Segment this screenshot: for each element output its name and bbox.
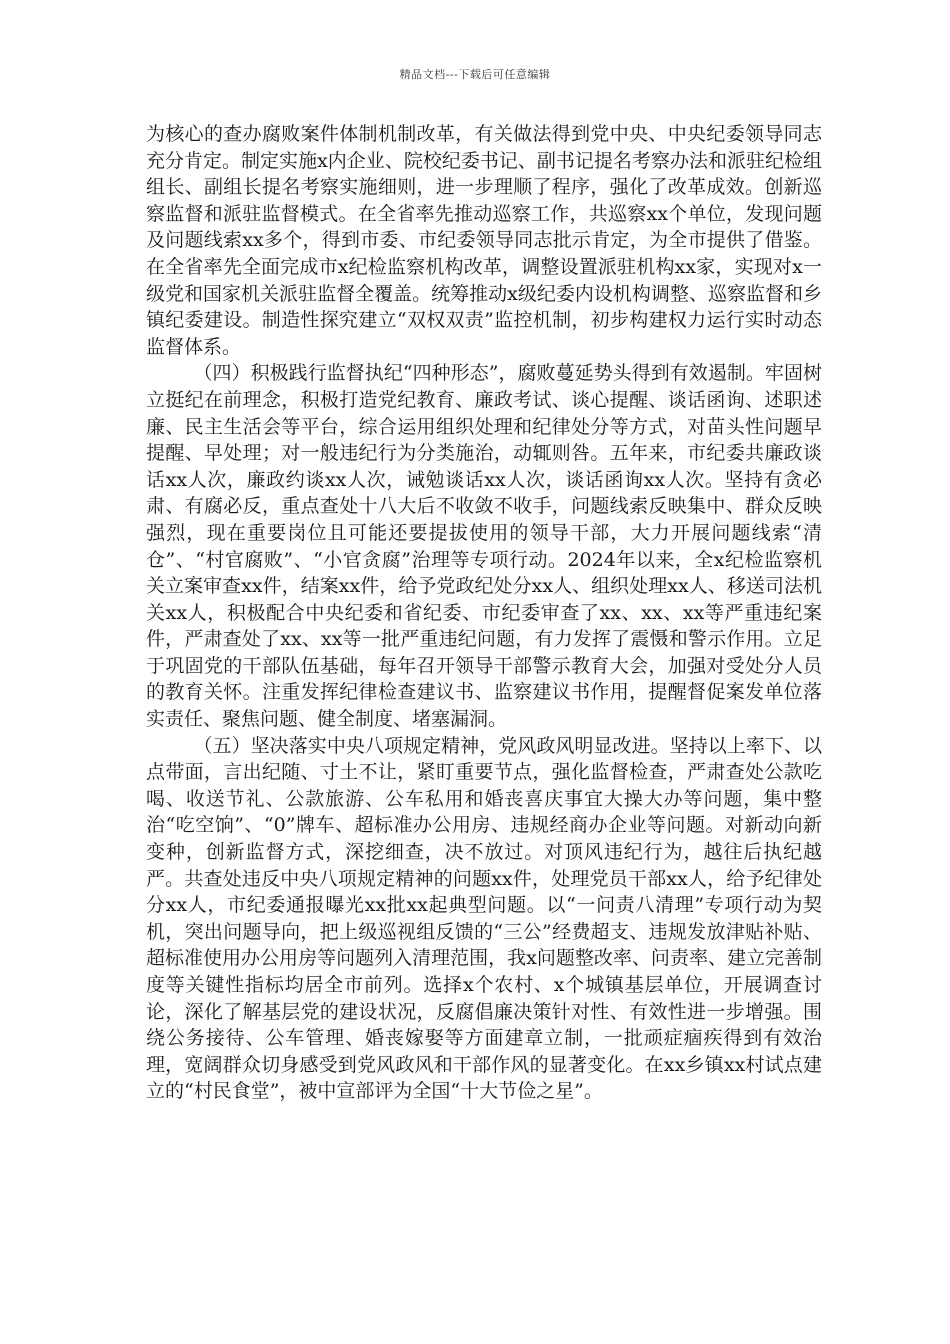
paragraph-section-five: （五）坚决落实中央八项规定精神，党风政风明显改进。坚持以上率下、以点带面，言出纪随、寸土不让，紧盯重要节点，强化监督检查，严肃查处公款吃喝、收送节礼、公款旅游、公车私用和婚丧喜庆事宜大操大办等问题，集中整治“吃空饷”、“0”牌车、超标准办公用房、违规经商办企业等问题。对新动向新变种，创新监督方式，深挖细查，决不放过。对顶风违纪行为，越往后执纪越严。共查处违反中央八项规定精神的问题xx件，处理党员干部xx人，给予纪律处分xx人，市纪委通报曝光xx批xx起典型问题。以“一问责八清理”专项行动为契机，突出问题导向，把上级巡视组反馈的“三公”经费超支、违规发放津贴补贴、超标准使用办公用房等问题列入清理范围，我x问题整改率、问责率、建立完善制度等关键性指标均居全市前列。选择x个农村、x个城镇基层单位，开展调查讨论，深化了解基层党的建设状况，反腐倡廉决策针对性、有效性进一步增强。围绕公务接待、公车管理、婚丧嫁娶等方面建章立制，一批顽症痼疾得到有效治理，宽阔群众切身感受到党风政风和干部作风的显著变化。在xx乡镇xx村试点建立的“村民食堂”，被中宣部评为全国“十大节俭之星”。	[146, 734, 822, 1103]
paragraph-section-four: （四）积极践行监督执纪“四种形态”，腐败蔓延势头得到有效遏制。牢固树立挺纪在前理念，积极打造党纪教育、廉政考试、谈心提醒、谈话函询、述职述廉、民主生活会等平台，综合运用组织处理和纪律处分等方式，对苗头性问题早提醒、早处理；对一般违纪行为分类施治，动辄则咎。五年来，市纪委共廉政谈话xx人次，廉政约谈xx人次，诫勉谈话xx人次，谈话函询xx人次。坚持有贪必肃、有腐必反，重点查处十八大后不收敛不收手，问题线索反映集中、群众反映强烈，现在重要岗位且可能还要提拔使用的领导干部，大力开展问题线索“清仓”、“村官腐败”、“小官贪腐”治理等专项行动。2024年以来，全x纪检监察机关立案审查xx件，结案xx件，给予党政纪处分xx人、组织处理xx人、移送司法机关xx人，积极配合中央纪委和省纪委、市纪委审查了xx、xx、xx等严重违纪案件，严肃查处了xx、xx等一批严重违纪问题，有力发挥了震慑和警示作用。立足于巩固党的干部队伍基础，每年召开领导干部警示教育大会，加强对受处分人员的教育关怀。注重发挥纪律检查建议书、监察建议书作用，提醒督促案发单位落实责任、聚焦问题、健全制度、堵塞漏洞。	[146, 362, 822, 731]
page-header: 精品文档---下载后可任意编辑	[399, 68, 551, 81]
paragraph-continuation: 为核心的查办腐败案件体制机制改革，有关做法得到党中央、中央纪委领导同志充分肯定。制定实施x内企业、院校纪委书记、副书记提名考察办法和派驻纪检组组长、副组长提名考察实施细则，进一步理顺了程序，强化了改革成效。创新巡察监督和派驻监督模式。在全省率先推动巡察工作，共巡察xx个单位，发现问题及问题线索xx多个，得到市委、市纪委领导同志批示肯定，为全市提供了借鉴。在全省率先全面完成市x纪检监察机构改革，调整设置派驻机构xx家，实现对x一级党和国家机关派驻监督全覆盖。统筹推动x级纪委内设机构调整、巡察监督和乡镇纪委建设。制造性探究建立“双权双责”监控机制，初步构建权力运行实时动态监督体系。	[146, 123, 822, 358]
document-body	[146, 121, 822, 1105]
